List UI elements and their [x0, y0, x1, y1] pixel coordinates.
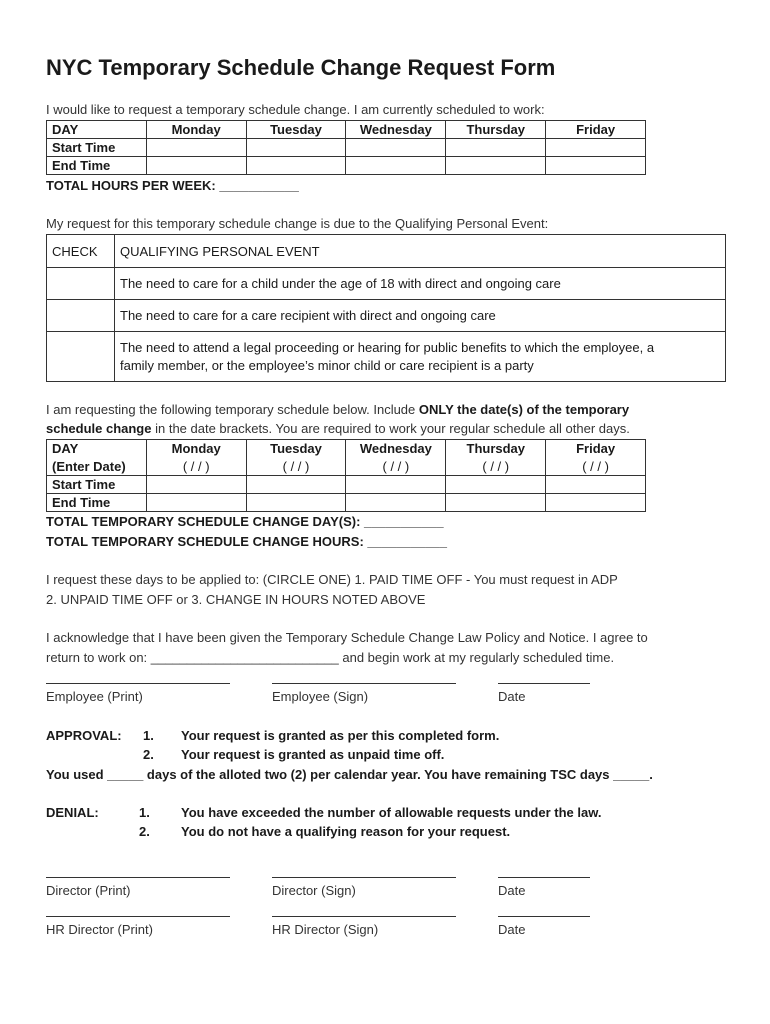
- approval-option-1: Your request is granted as per this completed form.: [181, 728, 500, 743]
- approval-label: APPROVAL:: [46, 728, 122, 743]
- reason-intro: My request for this temporary schedule change is due to the Qualifying Personal Event:: [46, 216, 549, 231]
- temp-intro-bold: ONLY the date(s) of the temporary: [418, 402, 630, 417]
- hr-print-line[interactable]: [46, 916, 230, 917]
- temp-day-monday: Monday: [146, 440, 246, 458]
- temp-end-cell[interactable]: [446, 494, 546, 512]
- end-time-cell[interactable]: [246, 157, 346, 175]
- temporary-schedule-table: [46, 439, 646, 512]
- day-monday: Monday: [146, 121, 246, 139]
- event-care-recipient: The need to care for a care recipient with direct and ongoing care: [115, 300, 726, 332]
- start-time-cell[interactable]: [446, 139, 546, 157]
- temp-intro-text: I am requesting the following temporary schedule below. Include: [46, 402, 419, 417]
- approval-number-1: 1.: [143, 728, 154, 743]
- total-temp-hours: TOTAL TEMPORARY SCHEDULE CHANGE HOURS: ___________: [46, 534, 447, 549]
- temp-end-label: End Time: [47, 494, 147, 512]
- total-hours: TOTAL HOURS PER WEEK: ___________: [46, 178, 299, 193]
- end-time-label: End Time: [47, 157, 147, 175]
- end-time-cell[interactable]: [446, 157, 546, 175]
- current-schedule-table: [46, 120, 646, 175]
- day-label: DAY: [47, 121, 147, 139]
- apply-line2: 2. UNPAID TIME OFF or 3. CHANGE IN HOURS NOTED ABOVE: [46, 592, 426, 607]
- employee-date-line[interactable]: [498, 683, 590, 684]
- temp-end-cell[interactable]: [146, 494, 246, 512]
- start-time-cell[interactable]: [546, 139, 646, 157]
- event-child-care: The need to care for a child under the age of 18 with direct and ongoing care: [115, 268, 726, 300]
- qualifying-event-table: [46, 234, 726, 382]
- temp-day-thursday: Thursday: [446, 440, 546, 458]
- hr-sign-label: HR Director (Sign): [272, 922, 379, 937]
- date-bracket[interactable]: ( / / ): [446, 458, 546, 476]
- event-legal-proceeding: [115, 332, 726, 382]
- day-thursday: Thursday: [446, 121, 546, 139]
- temp-end-cell[interactable]: [246, 494, 346, 512]
- ack-line2: return to work on: __________________________ and begin work at my regularly scheduled time.: [46, 650, 615, 665]
- event-checkbox[interactable]: [47, 332, 115, 382]
- hr-print-label: HR Director (Print): [46, 922, 153, 937]
- temp-intro-bold: schedule change: [46, 421, 152, 436]
- date-bracket[interactable]: ( / / ): [146, 458, 246, 476]
- temp-start-cell[interactable]: [146, 476, 246, 494]
- page-title: NYC Temporary Schedule Change Request Form: [46, 55, 556, 80]
- intro-text: I would like to request a temporary schedule change. I am currently scheduled to work:: [46, 102, 545, 117]
- check-header: CHECK: [47, 235, 115, 268]
- director-date-line[interactable]: [498, 877, 590, 878]
- temp-day-tuesday: Tuesday: [246, 440, 346, 458]
- temp-start-cell[interactable]: [546, 476, 646, 494]
- employee-print-line[interactable]: [46, 683, 230, 684]
- start-time-cell[interactable]: [246, 139, 346, 157]
- day-wednesday: Wednesday: [346, 121, 446, 139]
- date-bracket[interactable]: ( / / ): [246, 458, 346, 476]
- temp-intro-line1: [46, 402, 629, 417]
- event-legal-line1: The need to attend a legal proceeding or hearing for public benefits to which the employee, a: [120, 339, 655, 355]
- denial-label: DENIAL:: [46, 805, 99, 820]
- end-time-cell[interactable]: [546, 157, 646, 175]
- start-time-cell[interactable]: [146, 139, 246, 157]
- date-bracket[interactable]: ( / / ): [346, 458, 446, 476]
- event-legal-line2: family member, or the employee’s minor child or care recipient is a party: [120, 357, 534, 373]
- employee-date-label: Date: [498, 689, 526, 704]
- director-print-line[interactable]: [46, 877, 230, 878]
- start-time-label: Start Time: [47, 139, 147, 157]
- denial-option-2: You do not have a qualifying reason for your request.: [181, 824, 511, 839]
- event-header: QUALIFYING PERSONAL EVENT: [115, 235, 726, 268]
- hr-date-label: Date: [498, 922, 526, 937]
- end-time-cell[interactable]: [146, 157, 246, 175]
- approval-option-2: Your request is granted as unpaid time off.: [181, 747, 445, 762]
- hr-sign-line[interactable]: [272, 916, 456, 917]
- temp-start-cell[interactable]: [246, 476, 346, 494]
- temp-day-wednesday: Wednesday: [346, 440, 446, 458]
- approval-number-2: 2.: [143, 747, 154, 762]
- temp-start-cell[interactable]: [346, 476, 446, 494]
- director-sign-label: Director (Sign): [272, 883, 356, 898]
- total-temp-days: TOTAL TEMPORARY SCHEDULE CHANGE DAY(S): ___________: [46, 514, 444, 529]
- ack-line1: I acknowledge that I have been given the Temporary Schedule Change Law Policy and Notice. I agree to: [46, 630, 648, 645]
- denial-number-1: 1.: [139, 805, 150, 820]
- director-date-label: Date: [498, 883, 526, 898]
- date-bracket[interactable]: ( / / ): [546, 458, 646, 476]
- employee-print-label: Employee (Print): [46, 689, 143, 704]
- temp-day-friday: Friday: [546, 440, 646, 458]
- temp-intro-line2: [46, 421, 630, 436]
- temp-end-cell[interactable]: [346, 494, 446, 512]
- temp-start-label: Start Time: [47, 476, 147, 494]
- tsc-days-used: You used _____ days of the alloted two (2) per calendar year. You have remaining TSC days _____.: [46, 767, 653, 782]
- apply-line1: I request these days to be applied to: (CIRCLE ONE) 1. PAID TIME OFF - You must request in ADP: [46, 572, 618, 587]
- enter-date-label: (Enter Date): [47, 458, 147, 476]
- denial-option-1: You have exceeded the number of allowable requests under the law.: [181, 805, 602, 820]
- denial-number-2: 2.: [139, 824, 150, 839]
- start-time-cell[interactable]: [346, 139, 446, 157]
- director-sign-line[interactable]: [272, 877, 456, 878]
- end-time-cell[interactable]: [346, 157, 446, 175]
- event-checkbox[interactable]: [47, 300, 115, 332]
- day-friday: Friday: [546, 121, 646, 139]
- director-print-label: Director (Print): [46, 883, 131, 898]
- temp-start-cell[interactable]: [446, 476, 546, 494]
- temp-end-cell[interactable]: [546, 494, 646, 512]
- temp-day-label: DAY: [47, 440, 147, 458]
- day-tuesday: Tuesday: [246, 121, 346, 139]
- temp-intro-text: in the date brackets. You are required to work your regular schedule all other days.: [151, 421, 630, 436]
- employee-sign-label: Employee (Sign): [272, 689, 369, 704]
- hr-date-line[interactable]: [498, 916, 590, 917]
- employee-sign-line[interactable]: [272, 683, 456, 684]
- event-checkbox[interactable]: [47, 268, 115, 300]
